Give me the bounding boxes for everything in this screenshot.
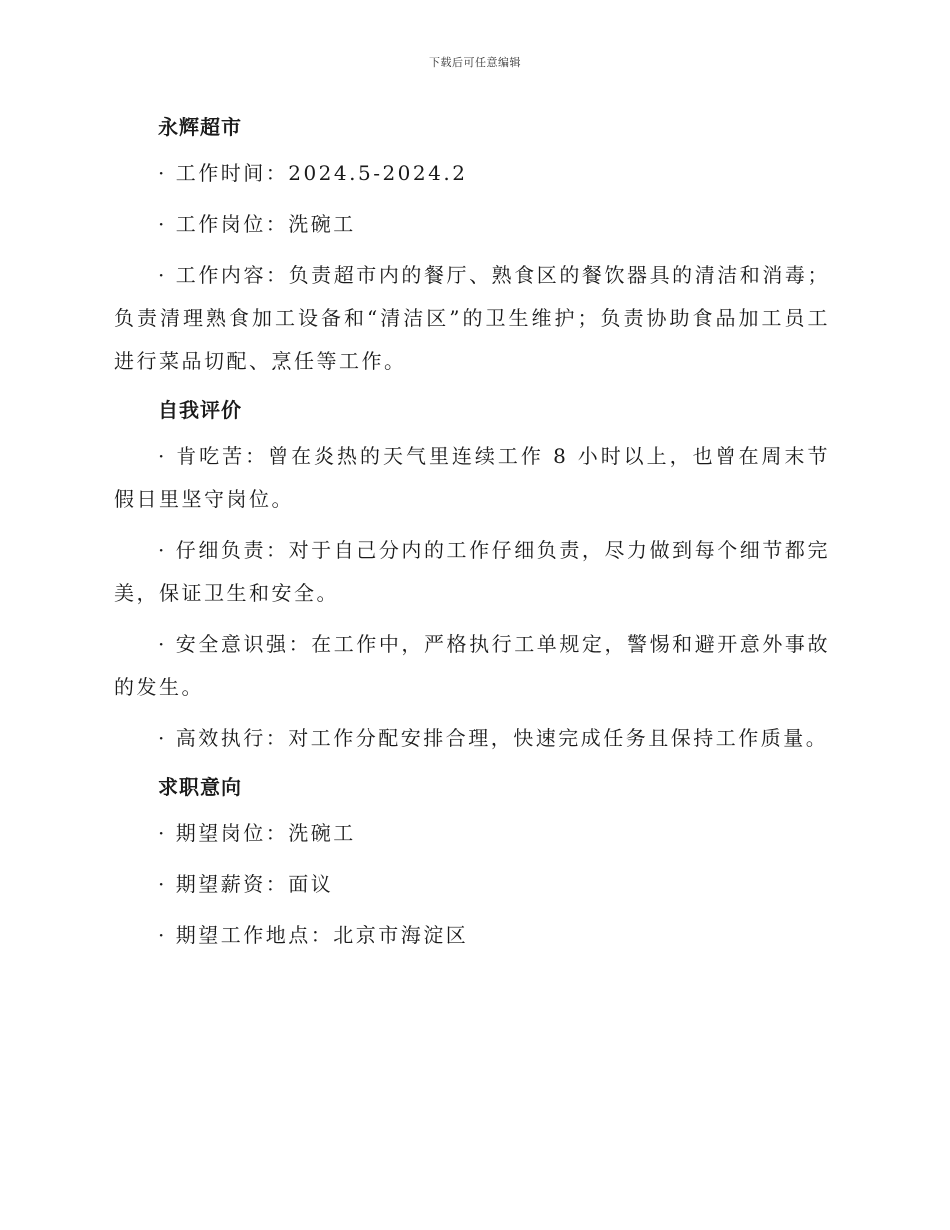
eval-efficient: · 高效执行：对工作分配安排合理，快速完成任务且保持工作质量。 (158, 726, 829, 750)
document-body (114, 108, 830, 965)
work-time: · 工作时间：2024.5-2024.2 (158, 161, 468, 185)
section-job-intention (114, 768, 830, 957)
expected-salary: · 期望薪资：面议 (158, 872, 334, 896)
work-position: · 工作岗位：洗碗工 (158, 212, 356, 236)
section-title: 求职意向 (158, 775, 242, 799)
expected-position: · 期望岗位：洗碗工 (158, 821, 356, 845)
section-title: 永辉超市 (158, 115, 242, 139)
section-self-evaluation (114, 391, 830, 760)
eval-hardworking: · 肯吃苦：曾在炎热的天气里连续工作 8 小时以上，也曾在周末节假日里坚守岗位。 (114, 444, 830, 511)
eval-careful: · 仔细负责：对于自己分内的工作仔细负责，尽力做到每个细节都完美，保证卫生和安全。 (114, 538, 830, 605)
section-work-experience (114, 108, 830, 383)
section-title: 自我评价 (158, 398, 242, 422)
expected-location: · 期望工作地点：北京市海淀区 (158, 923, 469, 947)
eval-safety: · 安全意识强：在工作中，严格执行工单规定，警惕和避开意外事故的发生。 (114, 632, 830, 699)
work-content: · 工作内容：负责超市内的餐厅、熟食区的餐饮器具的清洁和消毒；负责清理熟食加工设备和“清洁区”的卫生维护；负责协助食品加工员工进行菜品切配、烹任等工作。 (114, 263, 830, 373)
header-note: 下载后可任意编辑 (429, 56, 521, 69)
